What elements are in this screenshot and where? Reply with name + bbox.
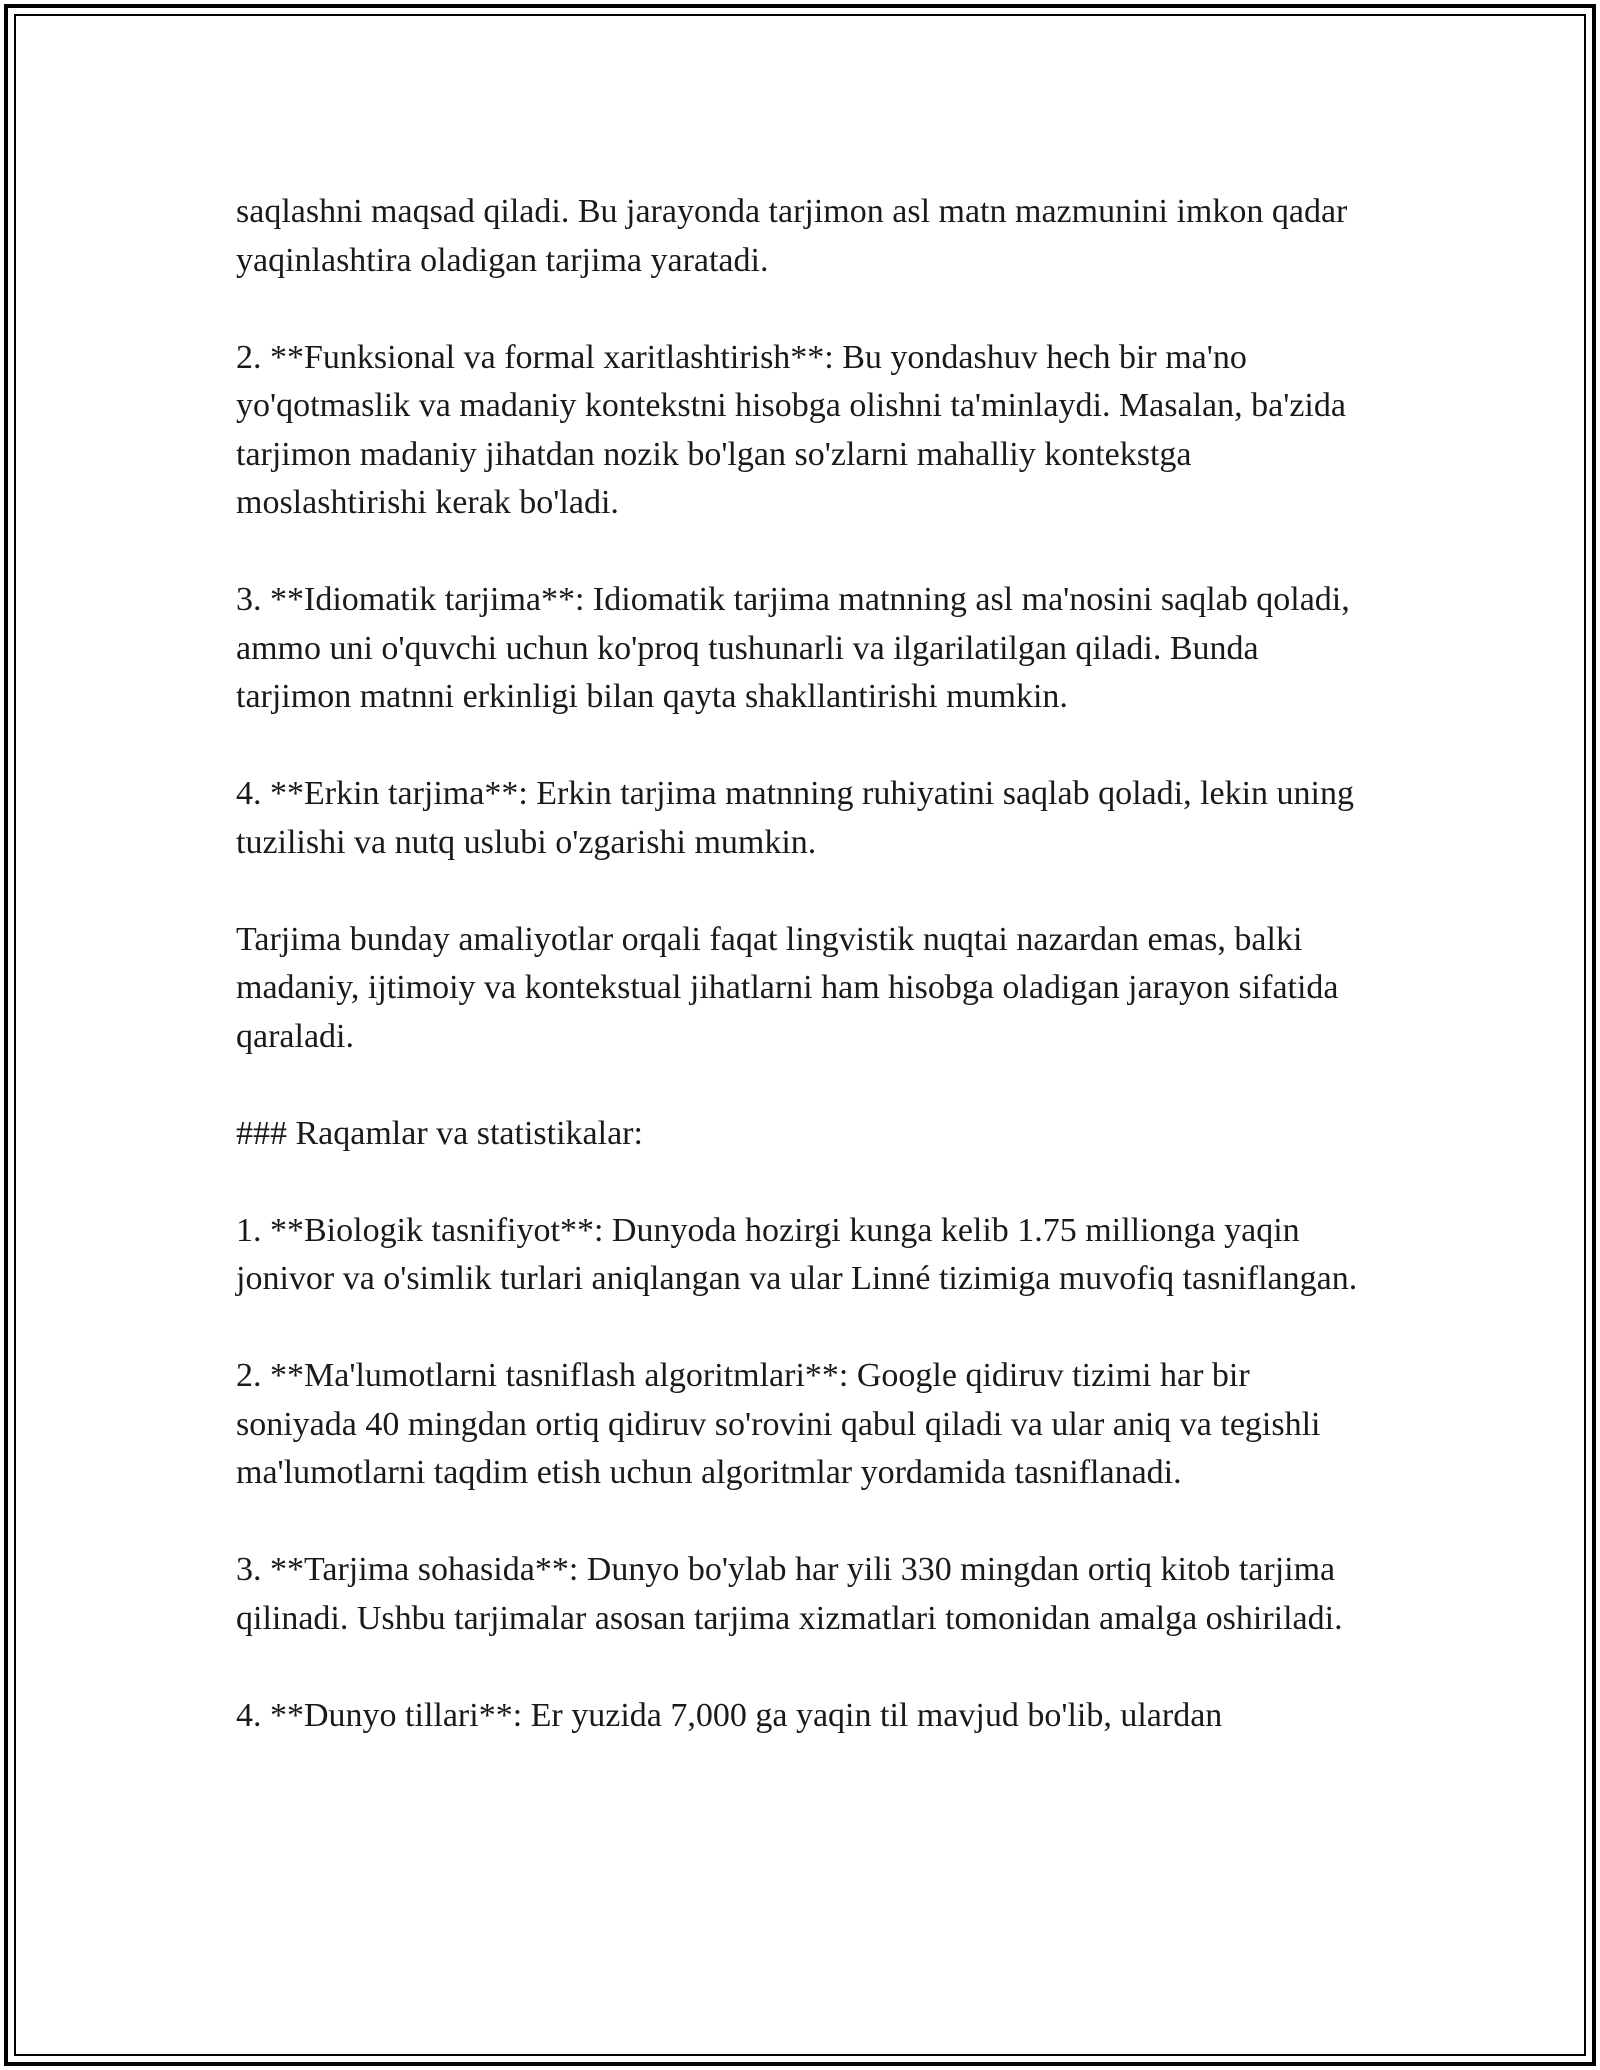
paragraph: 4. **Dunyo tillari**: Er yuzida 7,000 ga yaqin til mavjud bo'lib, ulardan	[236, 1696, 1223, 1734]
paragraph: saqlashni maqsad qiladi. Bu jarayonda tarjimon asl matn mazmunini imkon qadar yaqinlashtira oladigan tarjima yaratadi.	[236, 193, 1348, 279]
document-body	[236, 188, 1366, 1740]
paragraph: 4. **Erkin tarjima**: Erkin tarjima matnning ruhiyatini saqlab qoladi, lekin uning tuzilishi va nutq uslubi o'zgarishi mumkin.	[236, 775, 1354, 861]
paragraph: 3. **Tarjima sohasida**: Dunyo bo'ylab har yili 330 mingdan ortiq kitob tarjima qilinadi. Ushbu tarjimalar asosan tarjima xizmatlari tomonidan amalga oshiriladi.	[236, 1551, 1343, 1637]
paragraph: Tarjima bunday amaliyotlar orqali faqat lingvistik nuqtai nazardan emas, balki madaniy, ijtimoiy va kontekstual jihatlarni ham hisobga oladigan jarayon sifatida qaraladi.	[236, 920, 1339, 1055]
paragraph: 1. **Biologik tasnifiyot**: Dunyoda hozirgi kunga kelib 1.75 millionga yaqin jonivor va o'simlik turlari aniqlangan va ular Linné tizimiga muvofiq tasniflangan.	[236, 1211, 1358, 1297]
paragraph: 2. **Funksional va formal xaritlashtirish**: Bu yondashuv hech bir ma'no yo'qotmaslik va madaniy kontekstni hisobga olishni ta'minlaydi. Masalan, ba'zida tarjimon madaniy jihatdan nozik bo'lgan so'zlarni mahalliy kontekstga moslashtirishi kerak bo'ladi.	[236, 338, 1346, 521]
section-heading: ### Raqamlar va statistikalar:	[236, 1114, 643, 1152]
paragraph: 2. **Ma'lumotlarni tasniflash algoritmlari**: Google qidiruv tizimi har bir soniyada 40 mingdan ortiq qidiruv so'rovini qabul qiladi va ular aniq va tegishli ma'lumotlarni taqdim etish uchun algoritmlar yordamida tasniflanadi.	[236, 1357, 1321, 1491]
paragraph: 3. **Idiomatik tarjima**: Idiomatik tarjima matnning asl ma'nosini saqlab qoladi, ammo uni o'quvchi uchun ko'proq tushunarli va ilgarilatilgan qiladi. Bunda tarjimon matnni erkinligi bilan qayta shakllantirishi mumkin.	[236, 581, 1350, 715]
